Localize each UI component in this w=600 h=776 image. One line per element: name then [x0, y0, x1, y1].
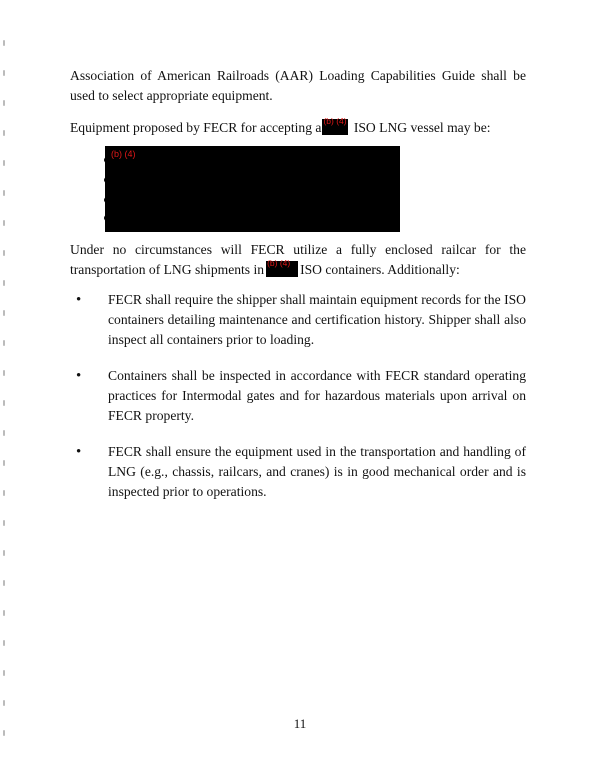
list-bullet — [104, 215, 110, 221]
paragraph-railcar-restriction — [70, 240, 526, 280]
redaction-code: (b) (4) — [267, 258, 291, 268]
list-bullet — [104, 157, 110, 163]
redaction-code: (b) (4) — [111, 149, 136, 159]
redaction-code: (b) (4) — [323, 116, 347, 126]
bullet-icon: • — [76, 292, 82, 308]
list-item — [76, 366, 526, 426]
redaction-box — [322, 116, 348, 135]
binding-edge — [0, 0, 12, 776]
paragraph-aar-guide: Association of American Railroads (AAR) Loading Capabilities Guide shall be used to select appropriate equipment. — [70, 68, 526, 103]
paragraph-equipment-proposed — [70, 118, 526, 138]
redacted-equipment-list — [105, 146, 400, 232]
list-bullet — [104, 197, 110, 203]
bullet-icon: • — [76, 368, 82, 384]
bullet-icon: • — [76, 444, 82, 460]
redaction-box — [266, 258, 298, 277]
list-item — [76, 442, 526, 502]
list-item-text: FECR shall require the shipper shall maintain equipment records for the ISO containers detailing maintenance and certification history. Shipper shall also inspect all containers prior to loading. — [108, 292, 526, 347]
list-item — [76, 290, 526, 350]
paragraph-text: ISO LNG vessel may be: — [353, 120, 491, 135]
page-number: 11 — [293, 716, 307, 731]
list-bullet — [104, 177, 110, 183]
list-item-text: Containers shall be inspected in accordance with FECR standard operating practices for Intermodal gates and for hazardous materials upon arrival on FECR property. — [108, 368, 526, 423]
list-item-text: FECR shall ensure the equipment used in the transportation and handling of LNG (e.g., chassis, railcars, and cranes) is in good mechanical order and is inspected prior to operations. — [108, 444, 526, 499]
paragraph-text: ISO containers. Additionally: — [300, 262, 460, 277]
paragraph-text: Equipment proposed by FECR for accepting a — [70, 120, 322, 135]
paragraph-text: Under no circumstances will FECR utilize a fully enclosed railcar for the transportation of LNG shipments in — [70, 242, 526, 277]
